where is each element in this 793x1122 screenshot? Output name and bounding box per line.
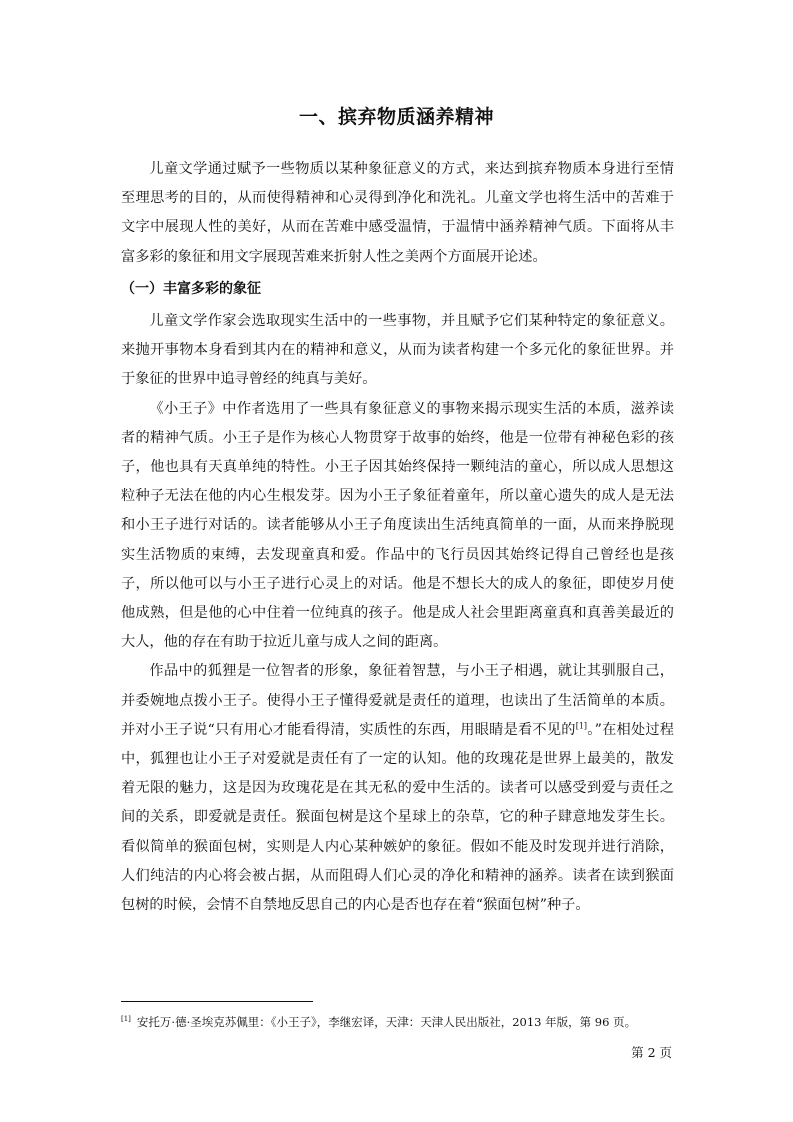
footnote-divider	[121, 1001, 313, 1002]
body-text	[121, 155, 674, 920]
footnote-text: 安托万·德·圣埃克苏佩里：《小王子》，李继宏译，天津：天津人民出版社，2013 年版，第 96 页。	[136, 1015, 637, 1029]
paragraph-2: 《小王子》中作者选用了一些具有象征意义的事物来揭示现实生活的本质，滋养读者的精神气质。小王子是作为核心人物贯穿于故事的始终，他是一位带有神秘色彩的孩子，他也具有天真单纯的特性。小王子因其始终保持一颗纯洁的童心，所以成人思想这粒种子无法在他的内心生根发芽。因为小王子象征着童年，所以童心遗失的成人是无法和小王子进行对话的。读者能够从小王子角度读出生活纯真简单的一面，从而来挣脱现实生活物质的束缚，去发现童真和爱。作品中的飞行员因其始终记得自己曾经也是孩子，所以他可以与小王子进行心灵上的对话。他是不想长大的成人的象征，即使岁月使他成熟，但是他的心中住着一位纯真的孩子。他是成人社会里距离童真和真善美最近的大人，他的存在有助于拉近儿童与成人之间的距离。	[121, 400, 674, 651]
footnote	[121, 1014, 681, 1030]
paragraph-1: 儿童文学作家会选取现实生活中的一些事物，并且赋予它们某种特定的象征意义。来抛开事物本身看到其内在的精神和意义，从而为读者构建一个多元化的象征世界。并于象征的世界中追寻曾经的纯真与美好。	[121, 313, 674, 388]
page-number: 第 2 页	[631, 1045, 672, 1060]
footnote-reference[interactable]: [1]	[575, 721, 588, 731]
paragraph-3-part-1: 作品中的狐狸是一位智者的形象，象征着智慧，与小王子相遇，就让其驯服自己，并委婉地点拨小王子。使得小王子懂得爱就是责任的道理，也读出了生活简单的本质。并对小王子说“只有用心才能看得清，实质性的东西，用眼睛是看不见的	[121, 663, 674, 738]
intro-paragraph: 儿童文学通过赋予一些物质以某种象征意义的方式，来达到摈弃物质本身进行至情至理思考的目的，从而使得精神和心灵得到净化和洗礼。儿童文学也将生活中的苦难于文字中展现人性的美好，从而在苦难中感受温情，于温情中涵养精神气质。下面将从丰富多彩的象征和用文字展现苦难来折射人性之美两个方面展开论述。	[121, 161, 674, 265]
chapter-title: 一、摈弃物质涵养精神	[298, 106, 494, 128]
footnote-marker: [1]	[121, 1015, 131, 1024]
section-heading: （一）丰富多彩的象征	[121, 280, 261, 297]
paragraph-3	[121, 657, 674, 920]
paragraph-3-part-2: 。”在相处过程中，狐狸也让小王子对爱就是责任有了一定的认知。他的玫瑰花是世界上最美的，散发着无限的魅力，这是因为玫瑰花是在其无私的爱中生活的。读者可以感受到爱与责任之间的关系，即爱就是责任。猴面包树是这个星球上的杂草，它的种子肆意地发芽生长。看似简单的猴面包树，实则是人内心某种嫉妒的象征。假如不能及时发现并进行消除，人们纯洁的内心将会被占据，从而阻碍人们心灵的净化和精神的涵养。读者在读到猴面包树的时候，会情不自禁地反思自己的内心是否也存在着“猴面包树”种子。	[121, 721, 674, 914]
